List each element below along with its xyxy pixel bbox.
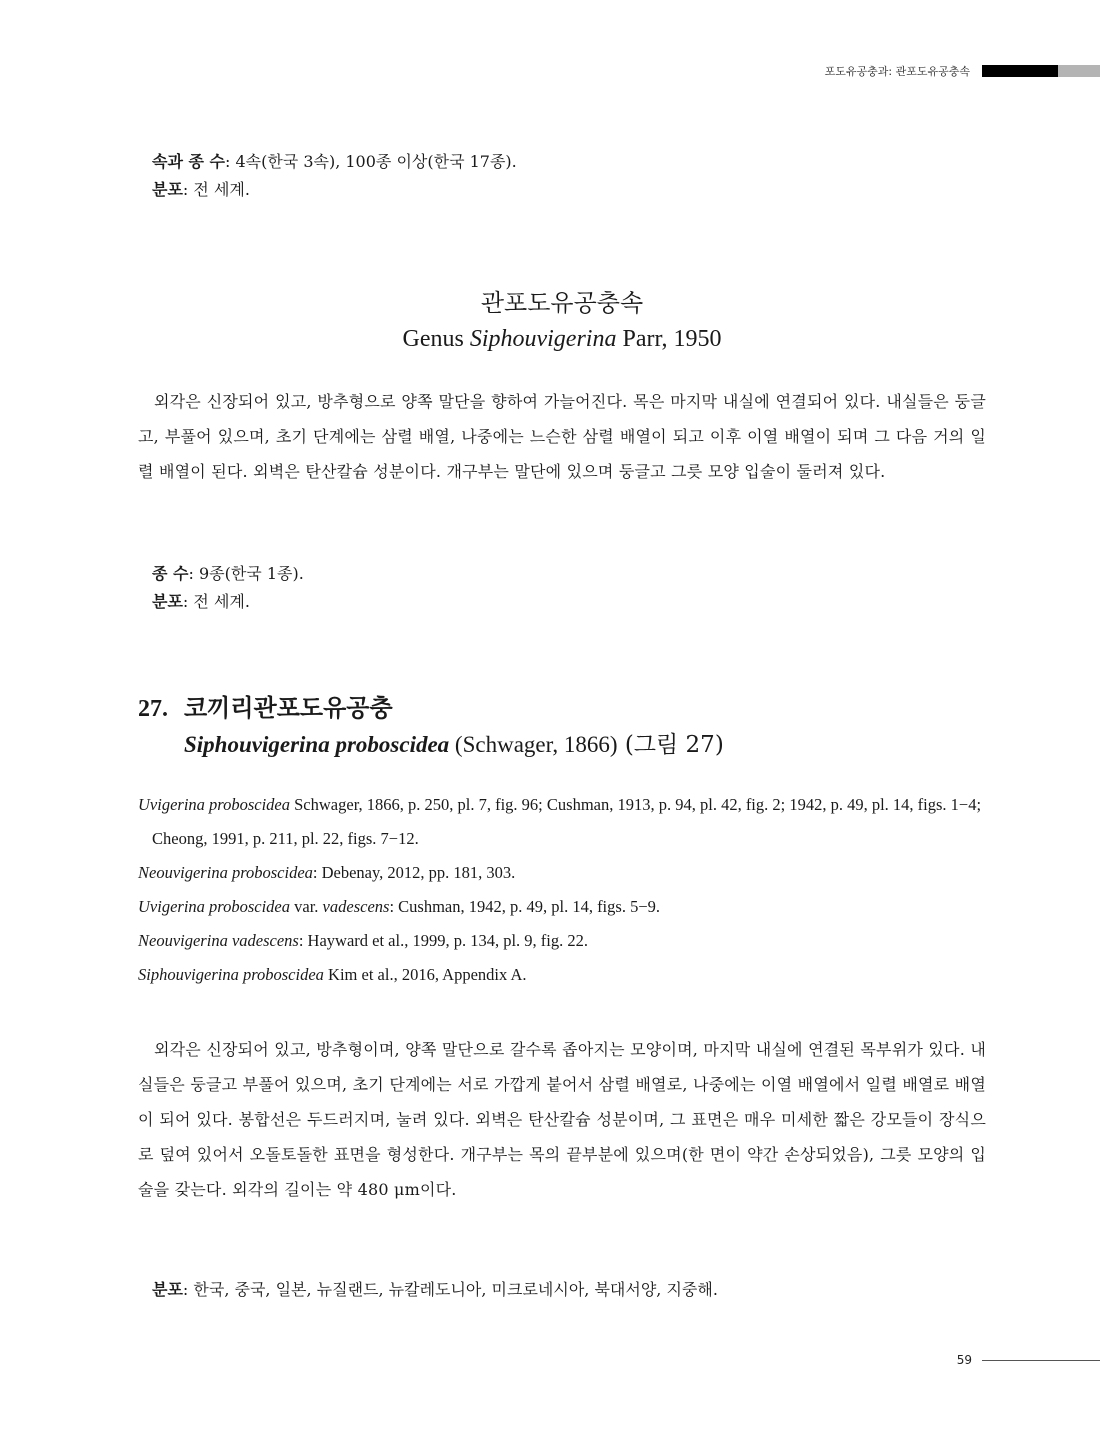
- species-description-block: [138, 1032, 986, 1207]
- synonym-name: Neouvigerina proboscidea: [138, 863, 313, 882]
- header-bar-dark: [982, 65, 1058, 77]
- fact-value: 9종(한국 1종).: [198, 564, 304, 583]
- page-footer: [950, 1352, 1100, 1368]
- species-distribution-block: [138, 1276, 986, 1304]
- running-title: 포도유공충과: 관포도유공충속: [824, 65, 970, 78]
- genus-facts: [138, 560, 986, 616]
- fact-sep: :: [182, 180, 194, 199]
- species-korean-name: 코끼리관포도유공충: [184, 693, 393, 722]
- species-description: 외각은 신장되어 있고, 방추형이며, 양쪽 말단으로 갈수록 좁아지는 모양이며, 마지막 내실에 연결된 목부위가 있다. 내실들은 둥글고 부풀어 있으며, 초기 단계에는 서로 가깝게 붙어서 삼렬 배열로, 나중에는 이열 배열에서 일렬 배열로 배열이 되어 있다. 봉합선은 두드러지며, 눌려 있다. 외벽은 탄산칼슘 성분이며, 그 표면은 매우 미세한 짧은 강모들이 장식으로 덮여 있어서 오돌토돌한 표면을 형성한다. 개구부는 목의 끝부분에 있으며(한 면이 약간 손상되었음), 그릇 모양의 입술을 갖는다. 외각의 길이는 약 480 μm이다.: [138, 1040, 986, 1199]
- species-title-line: [138, 690, 998, 727]
- header-bar-gray: [1058, 65, 1100, 77]
- synonym-citation: : Hayward et al., 1999, p. 134, pl. 9, fig. 22.: [298, 931, 588, 950]
- fact-sep: :: [182, 592, 194, 611]
- fact-sep: :: [182, 1280, 194, 1299]
- species-distribution: [138, 1276, 986, 1304]
- genus-prefix: Genus: [402, 326, 470, 352]
- genus-description-block: [138, 384, 986, 489]
- synonym-citation: : Debenay, 2012, pp. 181, 303.: [312, 863, 516, 882]
- genus-description: 외각은 신장되어 있고, 방추형으로 양쪽 말단을 향하여 가늘어진다. 목은 마지막 내실에 연결되어 있다. 내실들은 둥글고, 부풀어 있으며, 초기 단계에는 삼렬 배열, 나중에는 느슨한 삼렬 배열이 되고 이후 이열 배열이 되며 그 다음 거의 일렬 배열이 된다. 외벽은 탄산칼슘 성분이다. 개구부는 말단에 있으며 둥글고 그릇 모양 입술이 둘러져 있다.: [138, 392, 986, 481]
- genus-authority: Parr, 1950: [616, 326, 722, 352]
- synonym-var: var.: [290, 897, 323, 916]
- species-figure-ref: (그림 27): [617, 732, 724, 758]
- species-scientific-name: Siphouvigerina proboscidea: [184, 732, 450, 757]
- fact-label: 분포: [152, 592, 183, 611]
- family-genus-species-count: [138, 148, 986, 176]
- fact-value: 한국, 중국, 일본, 뉴질랜드, 뉴칼레도니아, 미크로네시아, 북대서양, 지중해.: [193, 1280, 718, 1299]
- synonym-name: Uvigerina proboscidea: [138, 795, 290, 814]
- synonym-entry: [138, 924, 986, 958]
- footer-rule: [982, 1360, 1100, 1361]
- fact-value: 전 세계.: [193, 180, 250, 199]
- synonym-entry: [138, 788, 986, 856]
- synonym-name: Siphouvigerina proboscidea: [138, 965, 324, 984]
- genus-species-count: [138, 560, 986, 588]
- fact-sep: :: [188, 564, 199, 583]
- page-number: 59: [956, 1353, 972, 1367]
- genus-distribution: [138, 588, 986, 616]
- synonym-entry: [138, 890, 986, 924]
- fact-label: 분포: [152, 1280, 183, 1299]
- fact-sep: :: [224, 152, 236, 171]
- genus-heading: [138, 286, 986, 356]
- synonym-name: Uvigerina proboscidea: [138, 897, 290, 916]
- synonym-entry: [138, 958, 986, 992]
- species-number: 27.: [138, 696, 168, 722]
- genus-korean-name: 관포도유공충속: [480, 289, 644, 317]
- fact-label: 속과 종 수: [152, 152, 225, 171]
- synonym-citation: : Cushman, 1942, p. 49, pl. 14, figs. 5−9.: [389, 897, 660, 916]
- synonymy-list: [138, 788, 986, 992]
- species-scientific-line: [138, 727, 998, 763]
- fact-value: 4속(한국 3속), 100종 이상(한국 17종).: [235, 152, 517, 171]
- synonym-entry: [138, 856, 986, 890]
- running-header: [825, 64, 1100, 78]
- synonym-citation: Schwager, 1866, p. 250, pl. 7, fig. 96; Cushman, 1913, p. 94, pl. 42, fig. 2; 1942, p. 49, pl. 14, figs. 1−4; Cheong, 1991, p. 211, pl. 22, figs. 7−12.: [152, 795, 982, 848]
- species-heading: [138, 690, 998, 763]
- fact-label: 분포: [152, 180, 183, 199]
- species-authority: (Schwager, 1866): [449, 732, 618, 757]
- synonym-variety-name: vadescens: [322, 897, 390, 916]
- fact-value: 전 세계.: [193, 592, 250, 611]
- genus-scientific-name: Siphouvigerina: [469, 326, 617, 352]
- family-distribution: [138, 176, 986, 204]
- synonym-citation: Kim et al., 2016, Appendix A.: [323, 965, 527, 984]
- family-facts: [138, 148, 986, 204]
- fact-label: 종 수: [152, 564, 189, 583]
- genus-scientific-line: [138, 322, 986, 356]
- synonym-name: Neouvigerina vadescens: [138, 931, 299, 950]
